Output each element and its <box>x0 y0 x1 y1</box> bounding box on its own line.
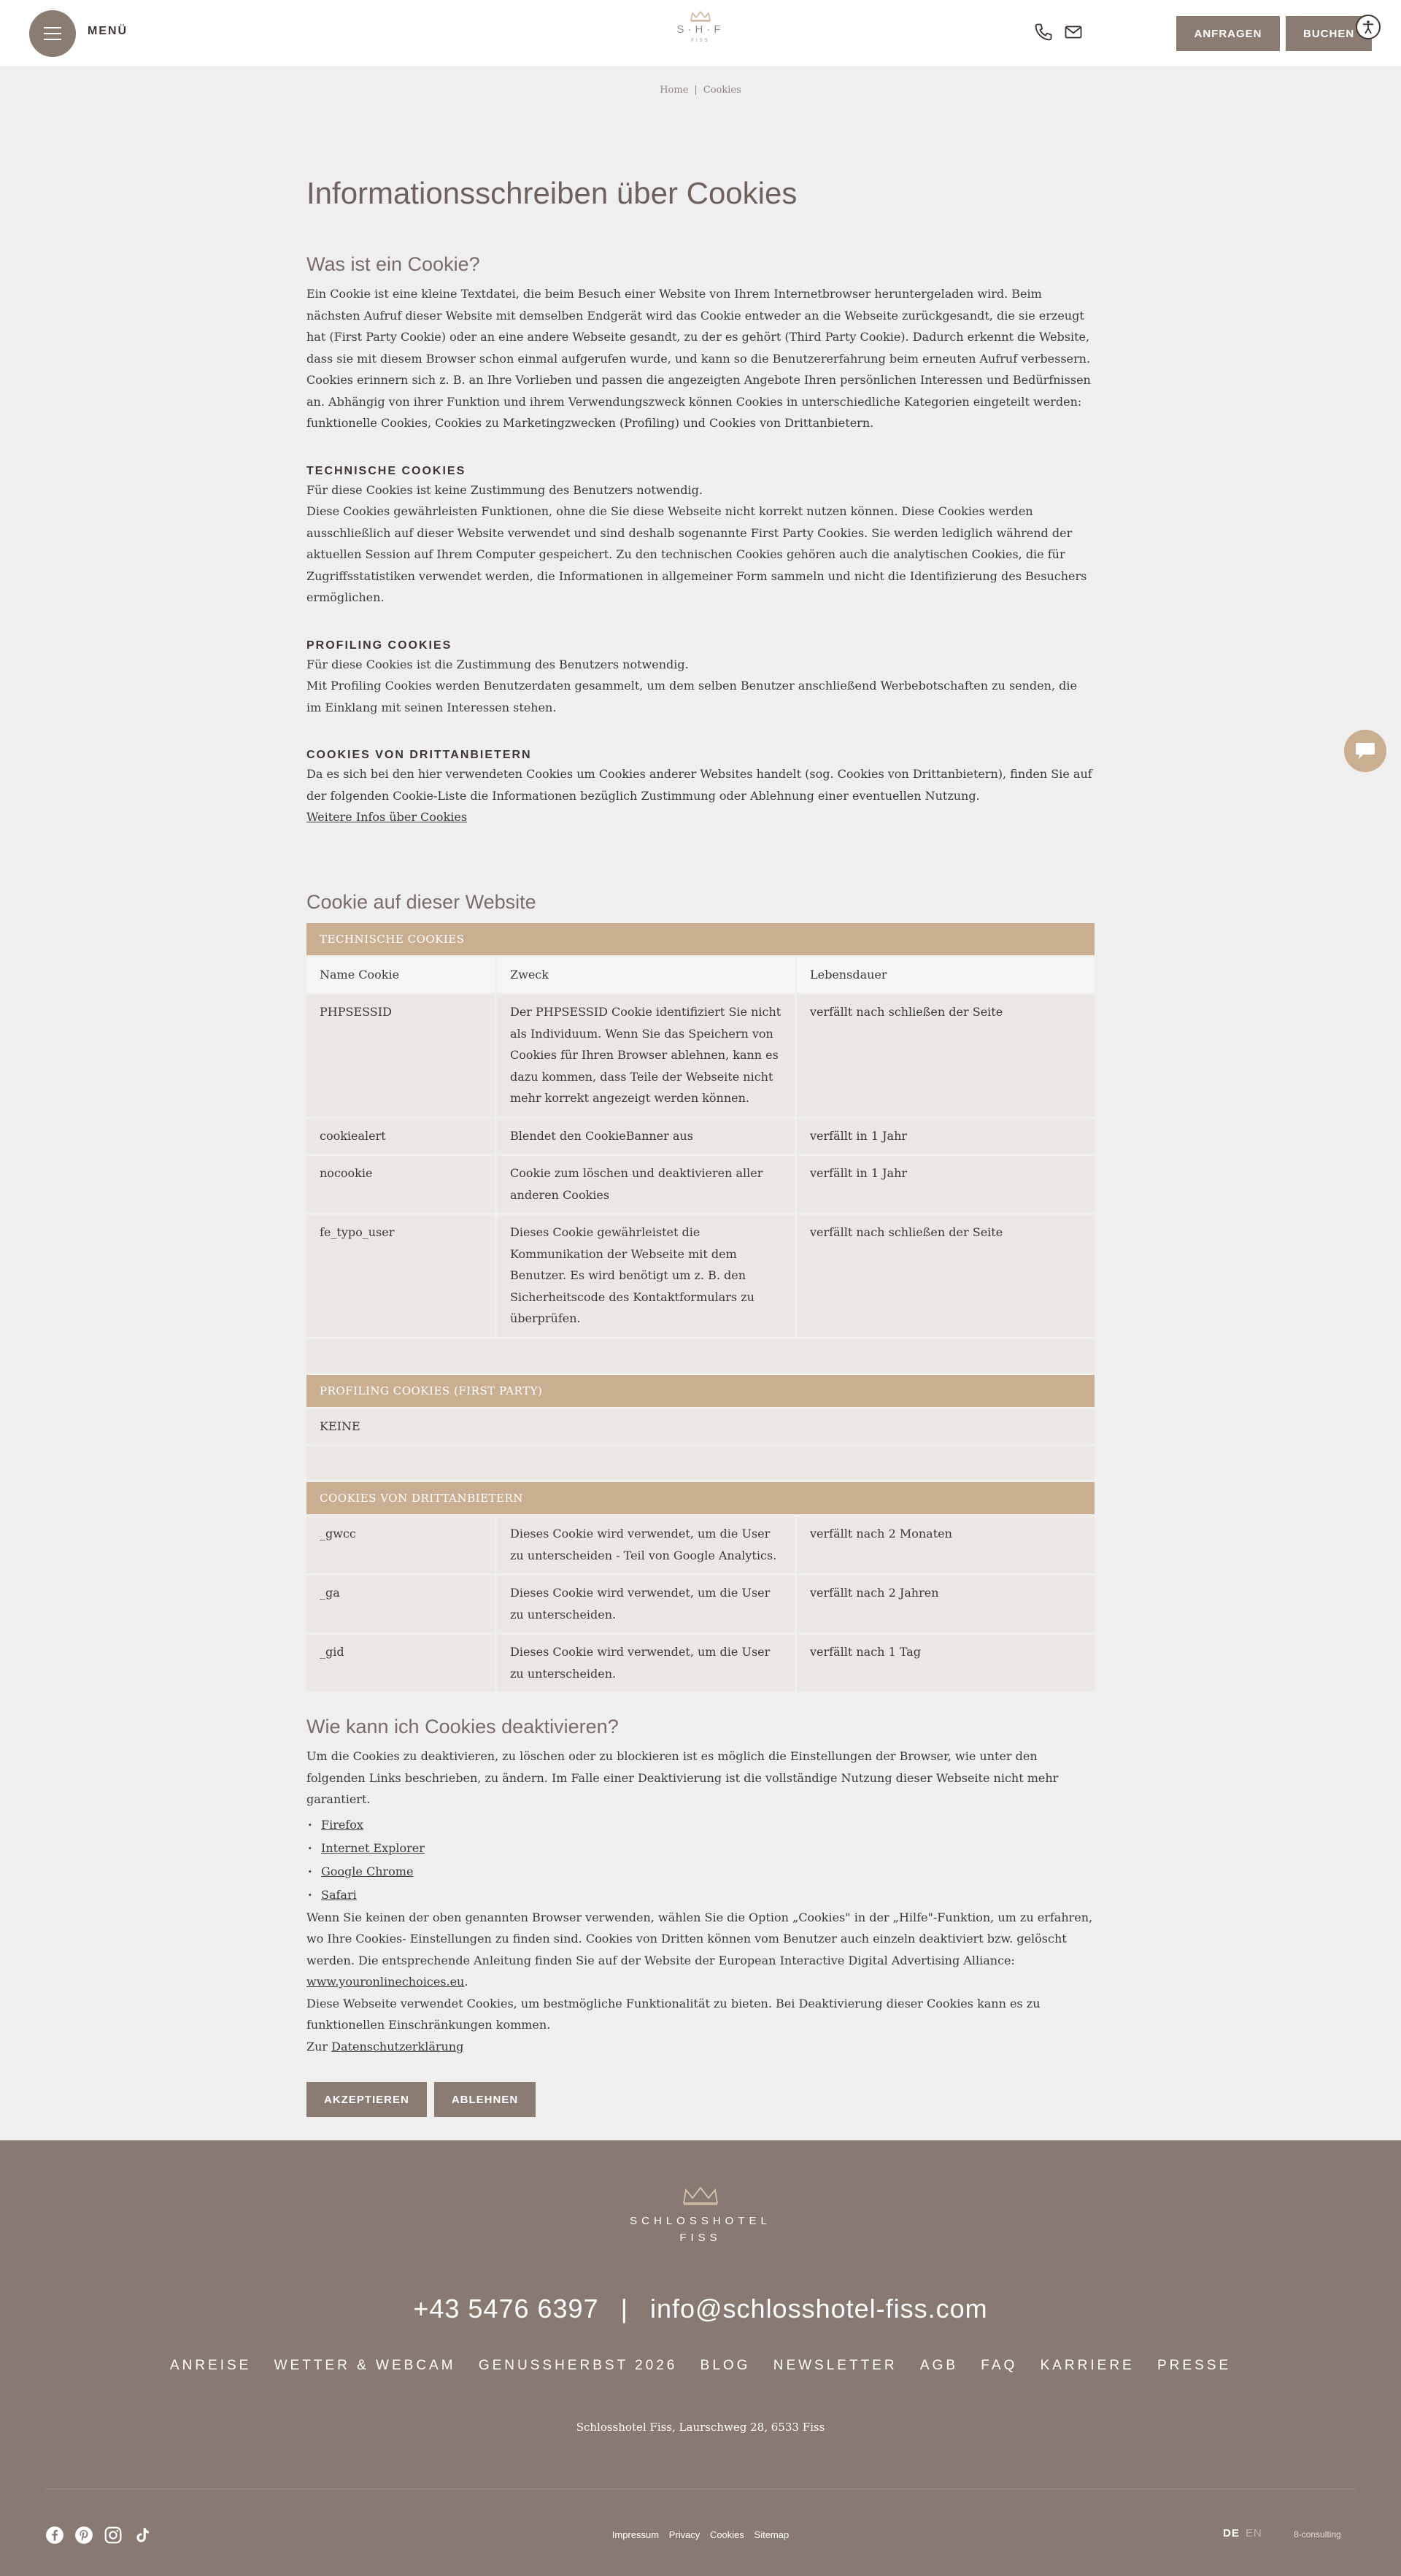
cookie-name: _ga <box>306 1576 495 1632</box>
footer-divider <box>45 2488 1356 2489</box>
anfragen-button[interactable]: ANFRAGEN <box>1176 16 1280 51</box>
chat-button[interactable] <box>1344 730 1386 772</box>
cookie-name: nocookie <box>306 1156 495 1213</box>
mail-icon[interactable] <box>1063 22 1084 42</box>
category-profiling: PROFILING COOKIES (FIRST PARTY) <box>306 1375 1095 1407</box>
col-lifetime-header: Lebensdauer <box>797 957 1095 993</box>
cookie-name: cookiealert <box>306 1119 495 1154</box>
crown-icon <box>681 2186 720 2206</box>
cookie-name: fe_typo_user <box>306 1215 495 1337</box>
breadcrumb-separator: | <box>694 85 698 96</box>
footer-nav-anreise[interactable]: ANREISE <box>169 2358 252 2373</box>
lang-en[interactable]: EN <box>1245 2527 1262 2540</box>
cookie-name: _gid <box>306 1635 495 1692</box>
list-item <box>306 1860 1095 1883</box>
table-header-row <box>306 957 1095 993</box>
cookie-table <box>304 921 1097 1694</box>
cookie-lifetime: verfällt nach schließen der Seite <box>797 1215 1095 1337</box>
table-spacer <box>306 1446 1095 1480</box>
cookie-lifetime: verfällt nach schließen der Seite <box>797 995 1095 1117</box>
cookie-table-title: Cookie auf dieser Website <box>306 890 536 913</box>
site-header <box>0 0 1401 67</box>
internet-explorer-link[interactable]: Internet Explorer <box>321 1840 425 1855</box>
footer-email-link[interactable]: info@schlosshotel-fiss.com <box>649 2294 988 2324</box>
decline-button[interactable]: ABLEHNEN <box>434 2082 536 2117</box>
language-switcher <box>1223 2527 1262 2540</box>
cookies-footer-link[interactable]: Cookies <box>709 2529 744 2540</box>
breadcrumb-home[interactable]: Home <box>660 85 689 96</box>
logo-text: S·H·F <box>676 23 725 36</box>
site-footer <box>0 2140 1401 2576</box>
footer-nav-faq[interactable]: FAQ <box>981 2358 1018 2373</box>
breadcrumb <box>0 85 1401 96</box>
deactivate-other-browsers <box>306 1907 1095 1993</box>
profiling-none: KEINE <box>306 1409 1095 1445</box>
cookie-purpose: Dieses Cookie wird verwendet, um die User zu unterscheiden - Teil von Google Analytics. <box>497 1516 795 1573</box>
footer-nav-genussherbst[interactable]: GENUSSHERBST 2026 <box>478 2358 678 2373</box>
cookie-lifetime: verfällt nach 2 Jahren <box>797 1576 1095 1632</box>
technical-cookies-text: Diese Cookies gewährleisten Funktionen, ohne die Sie diese Webseite nicht korrekt nutzen können. Diese Cookies werden ausschließlich auf dieser Website verwendet und sind deshalb sogenannte First Party Cookies. Sie werden lediglich während der aktuellen Session auf Ihrem Computer gespeichert. Zu den technischen Cookies gehören auch die analytischen Cookies, die für Zugriffsstatistiken verwendet werden, die Informationen in allgemeiner Form sammeln und nicht die Identifizierung des Besuchers ermöglichen. <box>306 504 1087 604</box>
table-spacer <box>306 1339 1095 1373</box>
footer-bottom-links <box>0 2529 1401 2540</box>
table-row <box>306 1409 1095 1445</box>
profiling-cookies-title: PROFILING COOKIES <box>306 639 452 652</box>
firefox-link[interactable]: Firefox <box>321 1817 363 1832</box>
footer-nav-wetter[interactable]: WETTER & WEBCAM <box>274 2358 456 2373</box>
table-row <box>306 1635 1095 1692</box>
menu-label[interactable]: MENÜ <box>88 25 128 37</box>
footer-nav-karriere[interactable]: KARRIERE <box>1040 2358 1135 2373</box>
thirdparty-cookies-text: Da es sich bei den hier verwendeten Cookies um Cookies anderer Websites handelt (sog. Cookies von Drittanbietern), finden Sie auf der folgenden Cookie-Liste die Informationen bezüglich Zustimmung oder Ablehnung einer eventuellen Nutzung. <box>306 767 1092 803</box>
technical-cookies-title: TECHNISCHE COOKIES <box>306 464 466 477</box>
footer-nav <box>0 2358 1401 2374</box>
logo[interactable] <box>671 10 730 43</box>
cookie-purpose: Dieses Cookie wird verwendet, um die User zu unterscheiden. <box>497 1635 795 1692</box>
profiling-cookies-text: Mit Profiling Cookies werden Benutzerdaten gesammelt, um dem selben Benutzer anschließend Werbebotschaften zu senden, die im Einklang mit seinen Interessen stehen. <box>306 679 1077 714</box>
lang-de[interactable]: DE <box>1223 2527 1240 2540</box>
cookie-lifetime: verfällt in 1 Jahr <box>797 1156 1095 1213</box>
category-technical: TECHNISCHE COOKIES <box>306 923 1095 955</box>
cookie-purpose: Dieses Cookie wird verwendet, um die User zu unterscheiden. <box>497 1576 795 1632</box>
google-chrome-link[interactable]: Google Chrome <box>321 1864 414 1878</box>
footer-logo[interactable] <box>591 2186 810 2244</box>
deactivate-intro: Um die Cookies zu deaktivieren, zu löschen oder zu blockieren ist es möglich die Einstellungen der Browser, wie unter den folgenden Links beschrieben, zu ändern. Im Falle einer Deaktivierung ist die vollständige Nutzung dieser Webseite nicht mehr garantiert. <box>306 1749 1059 1806</box>
cookie-name: _gwcc <box>306 1516 495 1573</box>
chat-icon <box>1354 741 1376 760</box>
footer-logo-line2: FISS <box>679 2232 722 2244</box>
menu-button[interactable] <box>29 10 76 57</box>
footer-contact <box>0 2294 1401 2324</box>
col-name-header: Name Cookie <box>306 957 495 993</box>
accept-button[interactable]: AKZEPTIEREN <box>306 2082 427 2117</box>
deactivate-other-end: . <box>464 1975 468 1989</box>
footer-nav-newsletter[interactable]: NEWSLETTER <box>773 2358 898 2373</box>
hamburger-icon-bar <box>44 39 61 40</box>
deactivate-title: Wie kann ich Cookies deaktivieren? <box>306 1716 619 1738</box>
footer-phone-link[interactable]: +43 5476 6397 <box>413 2294 599 2324</box>
table-row <box>306 995 1095 1117</box>
cookie-lifetime: verfällt in 1 Jahr <box>797 1119 1095 1154</box>
phone-icon[interactable] <box>1033 22 1054 42</box>
privacy-prefix: Zur <box>306 2039 328 2054</box>
impressum-link[interactable]: Impressum <box>611 2529 660 2540</box>
consent-buttons <box>306 2082 1095 2117</box>
footer-nav-presse[interactable]: PRESSE <box>1157 2358 1232 2373</box>
cookie-purpose: Blendet den CookieBanner aus <box>497 1119 795 1154</box>
page-title: Informationsschreiben über Cookies <box>306 176 798 210</box>
list-item <box>306 1883 1095 1907</box>
thirdparty-cookies-title: COOKIES VON DRITTANBIETERN <box>306 749 532 761</box>
safari-link[interactable]: Safari <box>321 1887 357 1902</box>
cookie-purpose: Dieses Cookie gewährleistet die Kommunikation der Webseite mit dem Benutzer. Es wird benötigt um z. B. den Sicherheitscode des Kontaktformulars zu überprüfen. <box>497 1215 795 1337</box>
what-is-cookie-text: Ein Cookie ist eine kleine Textdatei, die beim Besuch einer Website von Ihrem Internetbrowser heruntergeladen wird. Beim nächsten Aufruf dieser Website mit demselben Endgerät wird das Cookie entweder an die Webseite zurückgesandt, die sie erzeugt hat (First Party Cookie) oder an eine andere Webseite gesandt, zu der es gehört (Third Party Cookie). Dadurch erkennt die Website, dass sie mit diesem Browser schon einmal aufgerufen wurde, und kann so die Benutzererfahrung beim erneuten Aufruf verbessern. Cookies erinnern sich z. B. an Ihre Vorlieben und passen die angezeigten Angebote Ihren persönlichen Interessen und Bedürfnissen an. Abhängig von ihrer Funktion und ihrem Verwendungszweck können Cookies in unterschiedliche Kategorien eingeteilt werden: funktionelle Cookies, Cookies zu Marketingzwecken (Profiling) und Cookies von Drittanbietern. <box>306 287 1091 430</box>
deactivate-section <box>306 1716 1095 2117</box>
table-row <box>306 1156 1095 1213</box>
deactivate-note: Diese Webseite verwendet Cookies, um bestmögliche Funktionalität zu bieten. Bei Deaktivierung dieser Cookies kann es zu funktionellen Einschränkungen kommen. <box>306 1996 1041 2032</box>
cookie-lifetime: verfällt nach 1 Tag <box>797 1635 1095 1692</box>
cookie-table-section <box>306 891 1095 1694</box>
table-row <box>306 1576 1095 1632</box>
deactivate-other-text: Wenn Sie keinen der oben genannten Browser verwenden, wählen Sie die Option „Cookies" in der „Hilfe"-Funktion, um zu erfahren, wo Ihre Cookies- Einstellungen zu finden sind. Cookies von Dritten können vom Benutzer auch einzeln deaktiviert bzw. gelöscht werden. Die entsprechende Anleitung finden Sie auf der Website der European Interactive Digital Advertising Alliance: <box>306 1910 1093 1967</box>
youronlinechoices-link[interactable]: www.youronlinechoices.eu <box>306 1975 465 1989</box>
what-is-cookie-title: Was ist ein Cookie? <box>306 253 480 275</box>
buchen-button[interactable]: BUCHEN <box>1286 16 1372 51</box>
footer-address: Schlosshotel Fiss, Laurschweg 28, 6533 Fiss <box>576 2421 825 2434</box>
browser-list <box>306 1813 1095 1907</box>
profiling-cookies-consent: Für diese Cookies ist die Zustimmung des Benutzers notwendig. <box>306 657 689 671</box>
agency-credit[interactable]: 8-consulting <box>1294 2529 1341 2540</box>
footer-contact-divider: | <box>620 2294 628 2324</box>
crown-icon <box>690 10 711 22</box>
hamburger-icon <box>44 27 61 28</box>
cookie-name: PHPSESSID <box>306 995 495 1117</box>
table-row <box>306 1516 1095 1573</box>
col-purpose-header: Zweck <box>497 957 795 993</box>
category-thirdparty: COOKIES VON DRITTANBIETERN <box>306 1482 1095 1514</box>
hamburger-icon-bar <box>44 33 61 34</box>
privacy-line <box>306 2036 1095 2058</box>
breadcrumb-current[interactable]: Cookies <box>703 85 741 96</box>
accessibility-icon[interactable] <box>1356 15 1381 39</box>
table-row <box>306 1215 1095 1337</box>
logo-subtext: FISS <box>691 39 710 43</box>
sitemap-link[interactable]: Sitemap <box>754 2529 790 2540</box>
footer-logo-line1: SCHLOSSHOTEL <box>630 2215 771 2227</box>
footer-nav-blog[interactable]: BLOG <box>700 2358 751 2373</box>
cookie-lifetime: verfällt nach 2 Monaten <box>797 1516 1095 1573</box>
cookie-purpose: Der PHPSESSID Cookie identifiziert Sie nicht als Individuum. Wenn Sie das Speichern von Cookies für Ihren Browser ablehnen, kann es dazu kommen, dass Teile der Webseite nicht mehr korrekt angezeigt werden können. <box>497 995 795 1117</box>
cookie-purpose: Cookie zum löschen und deaktivieren aller anderen Cookies <box>497 1156 795 1213</box>
privacy-footer-link[interactable]: Privacy <box>668 2529 700 2540</box>
list-item <box>306 1837 1095 1860</box>
main-content <box>306 96 1095 2117</box>
more-cookie-info-link[interactable]: Weitere Infos über Cookies <box>306 810 468 824</box>
technical-cookies-consent: Für diese Cookies ist keine Zustimmung des Benutzers notwendig. <box>306 482 703 497</box>
table-row <box>306 1119 1095 1154</box>
privacy-link[interactable]: Datenschutzerklärung <box>331 2039 464 2054</box>
footer-nav-agb[interactable]: AGB <box>919 2358 958 2373</box>
list-item <box>306 1813 1095 1837</box>
